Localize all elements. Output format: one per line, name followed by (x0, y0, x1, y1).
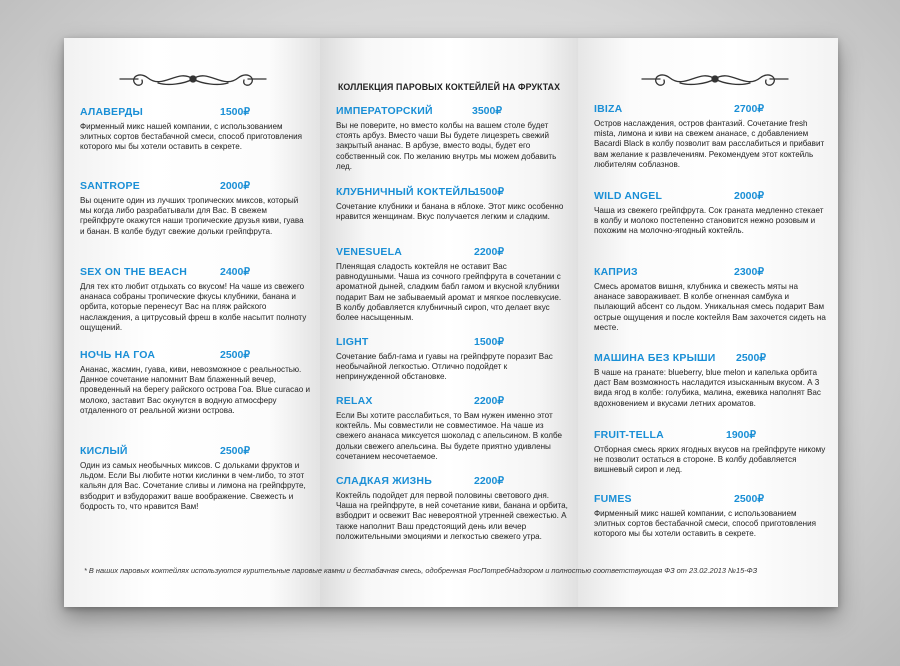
page-title: КОЛЛЕКЦИЯ ПАРОВЫХ КОКТЕЙЛЕЙ НА ФРУКТАХ (337, 82, 561, 92)
item-price: 1500₽ (474, 336, 505, 348)
item-description: Фирменный микс нашей компании, с использованием элитных сортов бестабачной смеси, способ приготовления которого мы бы хотели оставить в секрете. (594, 509, 817, 539)
item-description: Пленящая сладость коктейля не оставит Вас равнодушными. Чаша из сочного грейпфрута в сочетании с ароматной дыней, сладким бабл гамом и вкусной клубники подарит Вам не забываемый аромат и мягкое послевкусие. В колбу добавляется клубничный сироп, что делает вкус более насыщенным. (336, 262, 562, 323)
item-price: 1500₽ (220, 106, 251, 118)
menu-item (594, 429, 828, 476)
menu-item (594, 493, 828, 540)
item-name: FRUIT-TELLA (594, 429, 664, 441)
item-price: 2300₽ (734, 266, 765, 278)
footnote: * В наших паровых коктейлях используются курительные паровые камни и бестабачная смесь, одобренная РосПотребНадзором и полностью соответствующая ФЗ от 23.02.2013 №15-ФЗ (84, 566, 758, 575)
item-name: АЛАВЕРДЫ (80, 106, 143, 118)
menu-item (594, 352, 828, 409)
item-name: КЛУБНИЧНЫЙ КОКТЕЙЛЬ (336, 186, 476, 198)
menu-item (594, 190, 828, 237)
item-name: RELAX (336, 395, 373, 407)
menu-item (594, 103, 828, 170)
item-price: 2700₽ (734, 103, 765, 115)
item-price: 2000₽ (734, 190, 765, 202)
item-description: Сочетание бабл-гама и гуавы на грейпфруте поразит Вас необычайной легкостью. Отлично подойдет к непринужденной обстановке. (336, 352, 553, 382)
item-name: SANTROPE (80, 180, 140, 192)
item-description: Остров наслаждения, остров фантазий. Сочетание fresh mista, лимона и киви на свежем ананасе, с добавлением Bacardi Black в колбу позволит вам расслабиться и прибавит вам желание к развлечениям. Рекомендуем этот коктейль любителям соблазнов. (594, 119, 825, 169)
item-description: Коктейль подойдет для первой половины светового дня. Чаша на грейпфруте, в ней сочетание киви, банана и орбита, взбодрит и освежит Вас невероятной утренней свежестью. А также наполнит Ваш предстоящий день или вечер положительными эмоциями и легкостью свежего утра. (336, 491, 568, 541)
item-price: 3500₽ (472, 105, 503, 117)
item-price: 2500₽ (220, 445, 251, 457)
item-description: Сочетание клубники и банана в яблоке. Этот микс особенно нравится женщинам. Вкус получается легким и сладким. (336, 202, 564, 222)
item-price: 2500₽ (734, 493, 765, 505)
item-name: SEX ON THE BEACH (80, 266, 188, 278)
item-description: В чаше на гранате: blueberry, blue melon и капелька орбита даст Вам возможность насладится изысканным вкусом. А 3 вида ягод в колбе: голубика, малина, ежевика наполнят Вас вдохновением и вкусами летних ароматов. (594, 368, 821, 408)
item-price: 2200₽ (474, 475, 505, 487)
item-name: IBIZA (594, 103, 623, 115)
item-description: Чаша из свежего грейпфрута. Сок граната медленно стекает в колбу и молоко постепенно становится нежно розовым и похожим на молочно-ягодный коктейль. (594, 206, 824, 236)
item-name: СЛАДКАЯ ЖИЗНЬ (336, 475, 432, 487)
item-description: Фирменный микс нашей компании, с использованием элитных сортов бестабачной смеси, способ приготовления которого мы бы хотели оставить в секрете. (80, 122, 303, 152)
menu-item (80, 349, 310, 416)
item-price: 2500₽ (736, 352, 767, 364)
item-price: 1500₽ (474, 186, 505, 198)
menu-item (80, 266, 310, 333)
menu-item (336, 186, 568, 222)
item-name: НОЧЬ НА ГОА (80, 349, 156, 361)
menu-item (336, 105, 568, 172)
item-description: Если Вы хотите расслабиться, то Вам нужен именно этот коктейль. Мы совместили не совместимое. На чаше из свежего ананаса миксуется шоколад с апельсином. В колбе дольки свежего апельсина. Вы будете приятно удивлены сочетанием несочетаемое. (336, 411, 563, 461)
menu-item (594, 266, 828, 333)
menu-item (80, 445, 310, 512)
item-description: Вы оцените один из лучших тропических миксов, который мы когда либо разрабатывали для Вас. В свежем грейпфруте окажутся наши тропические друзья киви, гуава и банан. В колбе будут свежие дольки грейпфрута. (80, 196, 304, 236)
item-description: Ананас, жасмин, гуава, киви, невозможное с реальностью. Данное сочетание напомнит Вам блаженный вечер, проведенный на берегу райского острова Гоа. Blue curacao и молоко, заставит Вас окунутся в водную атмосферу отдаленного от реальной жизни острова. (80, 365, 310, 415)
item-name: МАШИНА БЕЗ КРЫШИ (594, 352, 716, 364)
menu-item (80, 180, 310, 237)
item-price: 2500₽ (220, 349, 251, 361)
item-price: 2200₽ (474, 395, 505, 407)
panel-middle (320, 38, 578, 607)
item-description: Отборная смесь ярких ягодных вкусов на грейпфруте никому не позволит остаться в стороне. В колбу добавляется вишневый сироп и лед. (594, 445, 826, 475)
panel-left (64, 38, 320, 607)
item-description: Вы не поверите, но вместо колбы на вашем столе будет стоять арбуз. Вместо чаши Вы будете лицезреть свежий закрытый ананас. В арбузе, вместо воды, будет его собственный сок. По желанию внутрь мы можем добавить лед. (336, 121, 557, 171)
menu-item (336, 395, 568, 462)
menu-item (336, 475, 568, 542)
item-price: 2000₽ (220, 180, 251, 192)
item-price: 1900₽ (726, 429, 757, 441)
menu-item (80, 106, 310, 153)
panel-right (578, 38, 838, 607)
item-name: КАПРИЗ (594, 266, 638, 278)
item-name: LIGHT (336, 336, 369, 348)
item-description: Для тех кто любит отдыхать со вкусом! На чаше из свежего ананаса собраны тропические фкусы клубники, банана и орбита, которые перенесут Вас на пляж райского наслаждения, а цитрусовый фреш в колбе насытит полноту ощущений. (80, 282, 307, 332)
item-description: Смесь ароматов вишня, клубника и свежесть мяты на ананасе завораживает. В колбе огненная самбука и пылающий абсент со льдом. Уникальная смесь подарит Вам острые ощущения и после коктейля Вам захочется сидеть на месте. (594, 282, 826, 332)
item-price: 2400₽ (220, 266, 251, 278)
item-name: ИМПЕРАТОРСКИЙ (336, 105, 433, 117)
ornament-icon (640, 64, 790, 94)
menu-item (336, 336, 568, 383)
item-name: WILD ANGEL (594, 190, 663, 202)
item-price: 2200₽ (474, 246, 505, 258)
ornament-icon (118, 64, 268, 94)
menu-item (336, 246, 568, 323)
item-name: КИСЛЫЙ (80, 445, 128, 457)
item-description: Один из самых необычных миксов. С дольками фруктов и льдом. Если Вы любите нотки кислинки в чем-либо, то этот кальян для Вас. Сочетание сливы и лимона на грейпфруте, взбодрит и взбудоражит ваше воображение. Свежесть и бодрость то, что нравится Вам! (80, 461, 306, 511)
brochure (64, 38, 838, 607)
item-name: FUMES (594, 493, 632, 505)
item-name: VENESUELA (336, 246, 402, 258)
